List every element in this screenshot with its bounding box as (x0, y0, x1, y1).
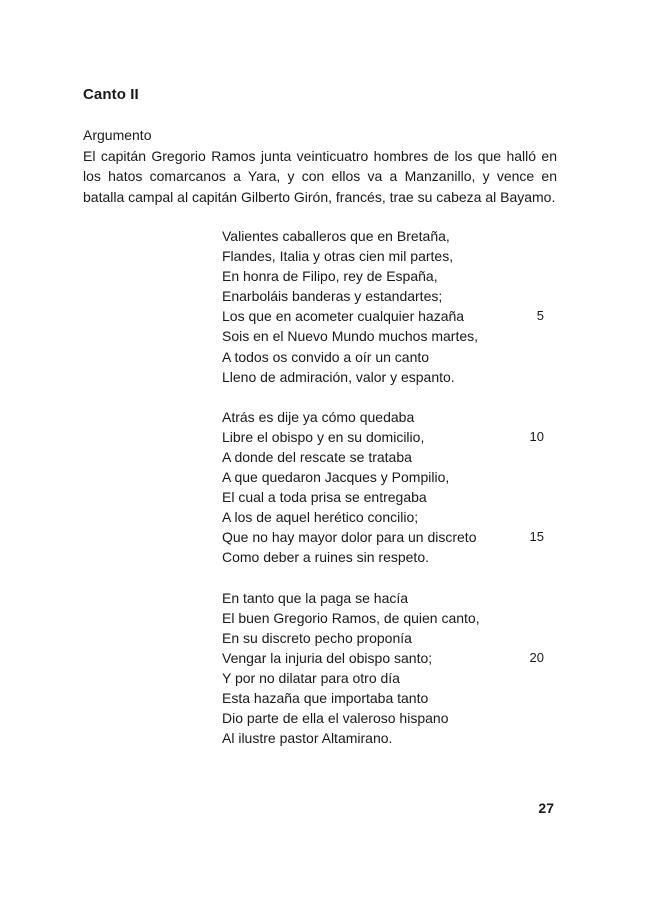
verse-text: Atrás es dije ya cómo quedaba (222, 408, 415, 425)
verse-text: Libre el obispo y en su domicilio, (222, 428, 425, 445)
verse-text: Dio parte de ella el valeroso hispano (222, 710, 449, 727)
verse-text: En tanto que la paga se hacía (222, 589, 409, 606)
stanza-3 (222, 588, 544, 749)
verse-text: A los de aquel herético concilio; (222, 509, 419, 526)
verse-line (222, 487, 544, 507)
verse-text: A que quedaron Jacques y Pompilio, (222, 469, 450, 486)
verse-line (222, 407, 544, 427)
verse-text: Esta hazaña que importaba tanto (222, 689, 429, 706)
verse-line (222, 628, 544, 648)
verse-line (222, 708, 544, 728)
verse-line (222, 367, 544, 387)
verse-text: Enarboláis banderas y estandartes; (222, 288, 443, 305)
argument-section (83, 125, 557, 207)
verse-line (222, 347, 544, 367)
line-number: 15 (529, 529, 544, 545)
verse-line (222, 507, 544, 527)
verse-line (222, 326, 544, 346)
verse-line (222, 306, 544, 326)
verse-line (222, 467, 544, 487)
verse-line (222, 447, 544, 467)
page-number: 27 (538, 800, 554, 816)
verse-line (222, 527, 544, 547)
verse-line (222, 668, 544, 688)
verse-text: Y por no dilatar para otro día (222, 669, 400, 686)
verse-text: Al ilustre pastor Altamirano. (222, 730, 393, 747)
argument-text: El capitán Gregorio Ramos junta veinticuatro hombres de los que halló en los hatos comarcanos a Yara, y con ellos va a Manzanillo, y vence en batalla campal al capitán Gilberto Girón, francés, trae su cabeza al Bayamo. (83, 147, 557, 205)
verse-line (222, 588, 544, 608)
line-number: 10 (529, 428, 544, 444)
verse-line (222, 648, 544, 668)
verse-text: Flandes, Italia y otras cien mil partes, (222, 248, 454, 265)
stanza-1 (222, 226, 544, 387)
canto-title: Canto II (83, 86, 139, 103)
verse-line (222, 246, 544, 266)
verse-line (222, 427, 544, 447)
verse-line (222, 266, 544, 286)
verse-text: Como deber a ruines sin respeto. (222, 549, 429, 566)
verse-line (222, 547, 544, 567)
verse-line (222, 608, 544, 628)
poem (222, 226, 544, 768)
verse-line (222, 226, 544, 246)
verse-line (222, 728, 544, 748)
verse-text: Los que en acometer cualquier hazaña (222, 308, 465, 325)
verse-text: El buen Gregorio Ramos, de quien canto, (222, 609, 480, 626)
verse-text: Que no hay mayor dolor para un discreto (222, 529, 477, 546)
stanza-2 (222, 407, 544, 568)
verse-text: El cual a toda prisa se entregaba (222, 489, 427, 506)
verse-line (222, 688, 544, 708)
verse-text: Valientes caballeros que en Bretaña, (222, 228, 450, 244)
verse-line (222, 286, 544, 306)
verse-text: Vengar la injuria del obispo santo; (222, 649, 433, 666)
line-number: 5 (536, 308, 544, 324)
argument-heading: Argumento (83, 127, 152, 143)
verse-text: Sois en el Nuevo Mundo muchos martes, (222, 328, 479, 345)
line-number: 20 (529, 649, 544, 665)
verse-text: A todos os convido a oír un canto (222, 348, 430, 365)
verse-text: En su discreto pecho proponía (222, 629, 412, 646)
verse-text: En honra de Filipo, rey de España, (222, 268, 438, 285)
verse-text: A donde del rescate se trataba (222, 448, 412, 465)
verse-text: Lleno de admiración, valor y espanto. (222, 368, 455, 385)
